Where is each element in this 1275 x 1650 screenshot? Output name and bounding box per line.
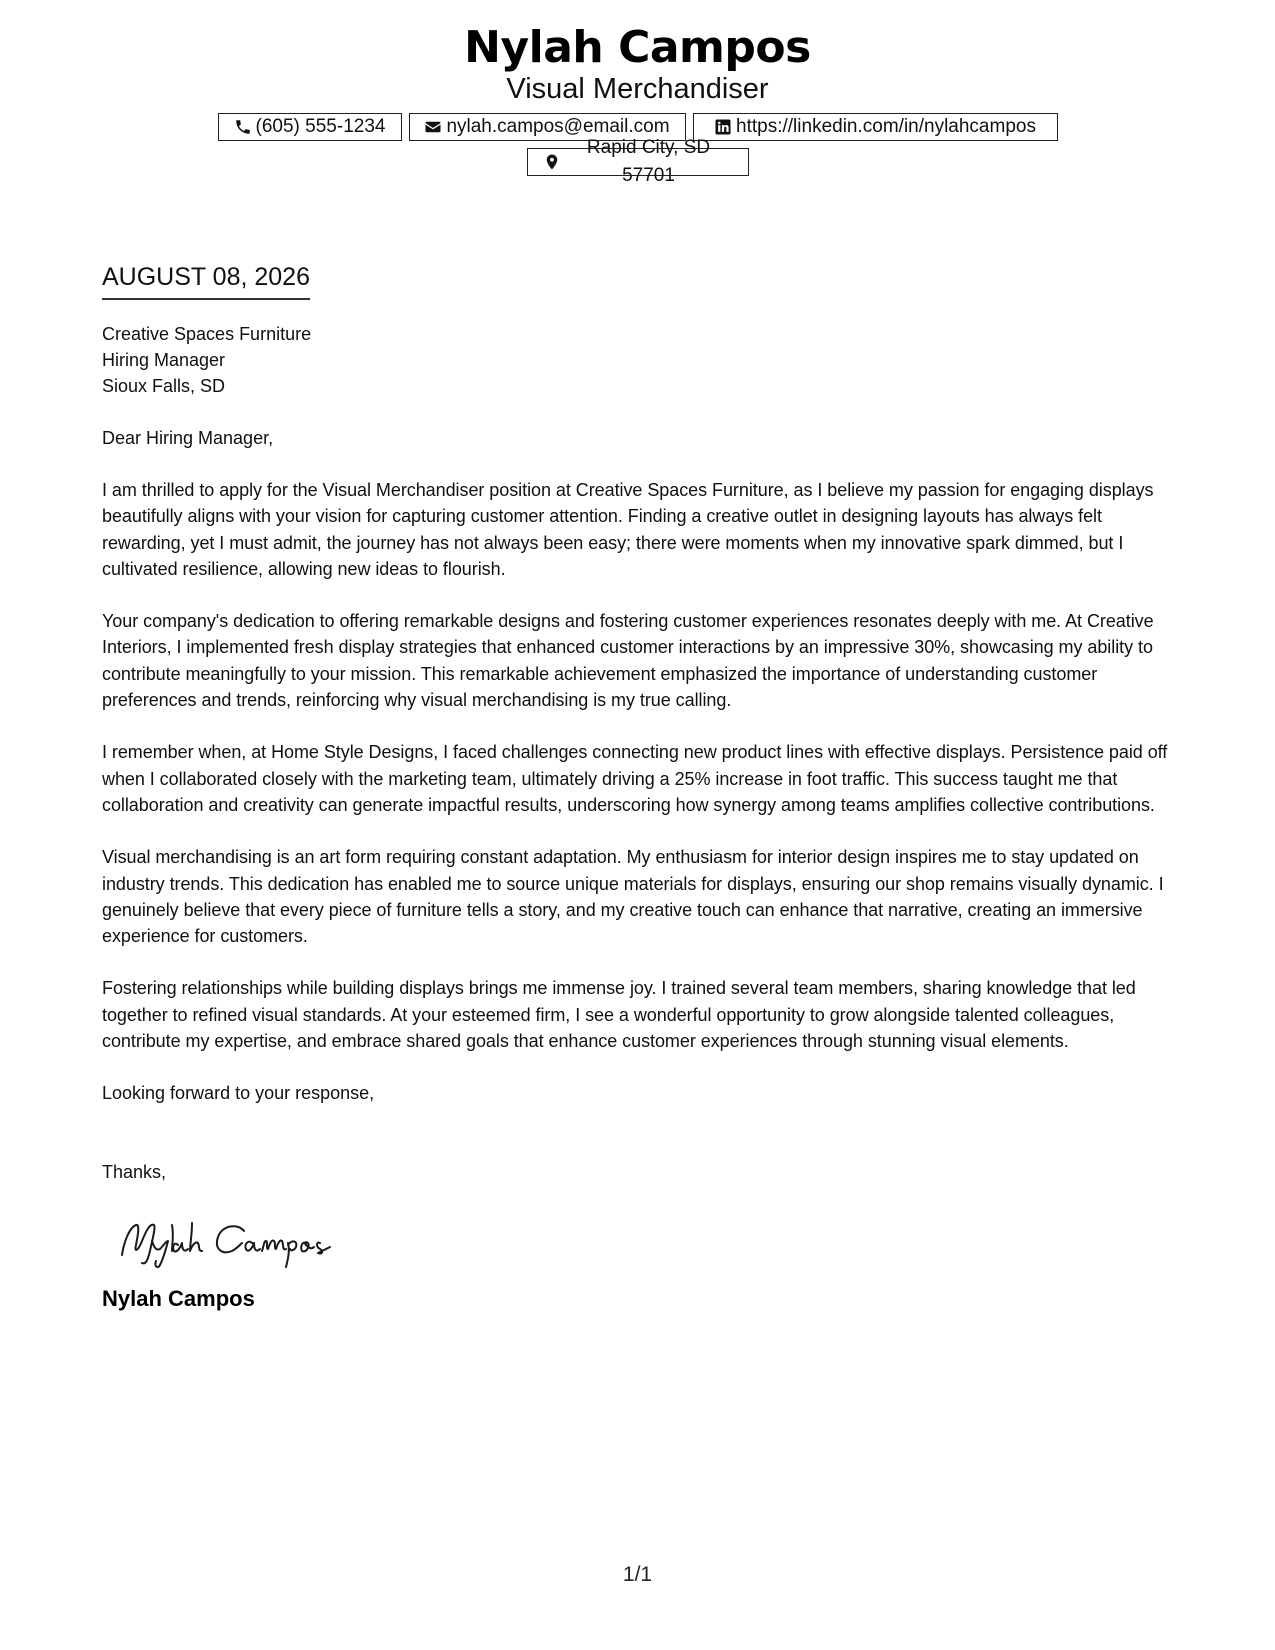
email-text: nylah.campos@email.com	[446, 116, 670, 137]
letter-date: AUGUST 08, 2026	[102, 263, 310, 291]
signer-name: Nylah Campos	[102, 1286, 255, 1312]
contact-row-secondary	[0, 137, 1275, 186]
linkedin-text: https://linkedin.com/in/nylahcampos	[736, 116, 1036, 137]
letter-header	[0, 22, 1275, 186]
recipient-location: Sioux Falls, SD	[102, 376, 226, 396]
recipient-role: Hiring Manager	[102, 350, 226, 370]
date-block	[102, 262, 310, 300]
phone-text: (605) 555-1234	[255, 116, 386, 137]
thanks-line: Thanks,	[102, 1162, 167, 1183]
closing-line: Looking forward to your response,	[102, 1083, 375, 1104]
body-paragraph: I remember when, at Home Style Designs, I faced challenges connecting new product lines with effective displays. Persistence paid off when I collaborated closely with the marketing team, ultimately driving a 25% increase in foot traffic. This success taught me that collaboration and creativity can generate impactful results, underscoring how synergy among teams amplifies collective contributions.	[102, 742, 1168, 815]
salutation: Dear Hiring Manager,	[102, 428, 274, 448]
phone-icon	[234, 118, 252, 136]
contact-phone[interactable]	[218, 113, 402, 141]
body-paragraph: I am thrilled to apply for the Visual Merchandiser position at Creative Spaces Furniture, as I believe my passion for engaging displays beautifully aligns with your vision for capturing customer attention. Finding a creative outlet in designing layouts has always felt rewarding, yet I must admit, the journey has not always been easy; there were moments when my innovative spark dimmed, but I cultivated resilience, allowing new ideas to flourish.	[102, 480, 1154, 579]
contact-linkedin[interactable]	[693, 113, 1058, 141]
letter-body	[102, 262, 1177, 1314]
contact-location	[527, 137, 749, 186]
signature-graphic	[116, 1211, 356, 1271]
location-text: Rapid City, SD 57701	[586, 137, 711, 186]
body-paragraph: Fostering relationships while building displays brings me immense joy. I trained several team members, sharing knowledge that led together to refined visual standards. At your esteemed firm, I see a wonderful opportunity to grow alongside talented colleagues, contribute my expertise, and embrace shared goals that enhance customer experiences through stunning visual elements.	[102, 978, 1136, 1052]
body-paragraph: Your company's dedication to offering remarkable designs and fostering customer experiences resonates deeply with me. At Creative Interiors, I implemented fresh display strategies that enhanced customer interactions by an impressive 30%, showcasing my ability to contribute meaningfully to your mission. This remarkable achievement emphasized the importance of understanding customer preferences and trends, reinforcing why visual merchandising is my true calling.	[102, 611, 1154, 711]
recipient-block	[102, 321, 1177, 399]
envelope-icon	[424, 118, 442, 136]
map-pin-icon	[543, 153, 561, 171]
handwritten-signature	[116, 1211, 356, 1271]
page-number: 1/1	[622, 1563, 653, 1586]
applicant-title: Visual Merchandiser	[506, 73, 769, 105]
applicant-name: Nylah Campos	[464, 22, 811, 73]
recipient-company: Creative Spaces Furniture	[102, 324, 312, 344]
body-paragraph: Visual merchandising is an art form requiring constant adaptation. My enthusiasm for interior design inspires me to stay updated on industry trends. This dedication has enabled me to source unique materials for displays, ensuring our shop remains visually dynamic. I genuinely believe that every piece of furniture tells a story, and my creative touch can enhance that narrative, creating an immersive experience for customers.	[102, 847, 1164, 947]
